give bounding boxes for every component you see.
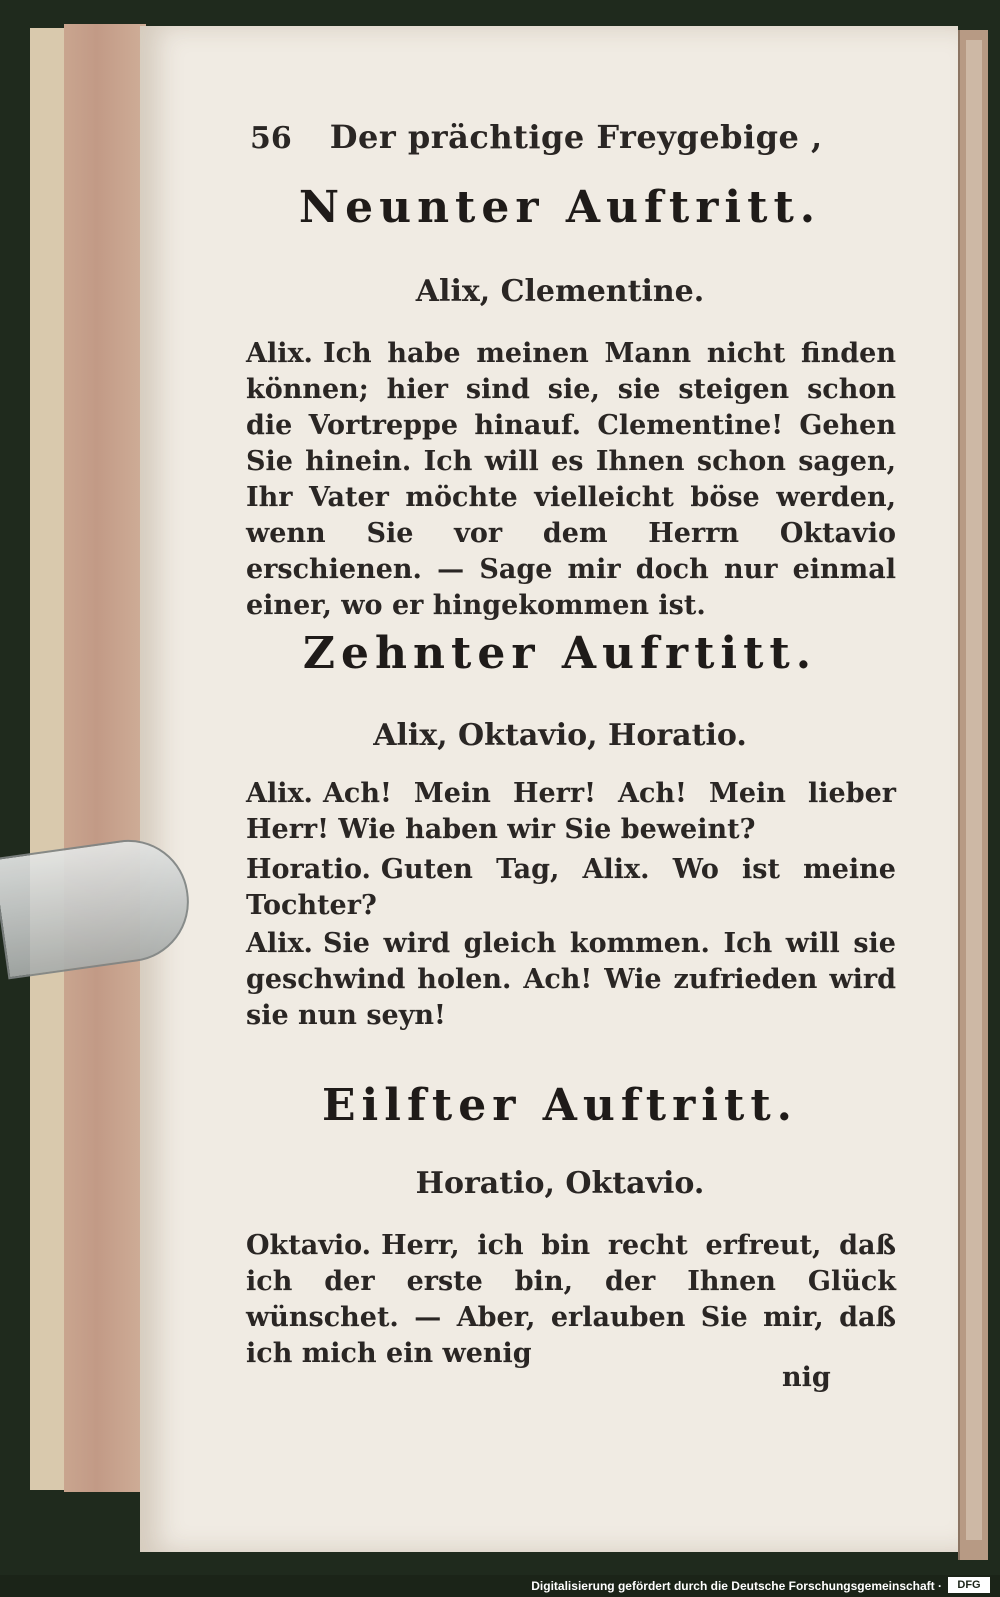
scene-title: Neunter Auftritt. [298,182,822,233]
dialogue-text: Herr, ich bin recht erfreut, daß ich der erste bin, der Ihnen Glück wünschet. — Aber, erlauben Sie mir, daß ich mich ein wenig [246,1230,896,1369]
running-head: Der prächtige Freygebige , [329,118,823,156]
scene-cast: Alix, Oktavio, Horatio. [373,718,747,753]
speaker-name: Oktavio. [246,1230,372,1261]
speaker-name: Alix. [246,338,313,369]
dialogue-paragraph [246,1228,896,1372]
dialogue-paragraph [246,852,896,924]
scene-title: Zehnter Aufrtitt. [302,628,818,679]
dialogue-text: Guten Tag, Alix. Wo ist meine Tochter? [246,854,896,921]
scene-cast: Horatio, Oktavio. [415,1166,705,1201]
dialogue-paragraph [246,336,896,624]
dialogue-paragraph [246,926,896,1034]
scene-title: Eilfter Auftritt. [322,1080,798,1131]
page-header [250,118,850,158]
right-page-edge-inner [966,40,982,1540]
dialogue-text: Ach! Mein Herr! Ach! Mein lieber Herr! Wie haben wir Sie beweint? [246,778,896,845]
scene-cast: Alix, Clementine. [415,274,705,309]
speaker-name: Alix. [246,928,313,959]
footer-credit: Digitalisierung gefördert durch die Deutsche Forschungsgemeinschaft · [531,1579,942,1593]
page-edges [64,24,146,1492]
page-number: 56 [250,121,292,156]
dialogue-text: Ich habe meinen Mann nicht finden können; hier sind sie, sie steigen schon die Vortreppe hinauf. Clementine! Gehen Sie hinein. Ich will es Ihnen schon sagen, Ihr Vater möchte vielleicht böse werden, wenn Sie vor dem Herrn Oktavio erschienen. — Sage mir doch nur einmal einer, wo er hingekommen ist. [246,338,896,621]
catchword: nig [782,1362,831,1393]
speaker-name: Horatio. [246,854,371,885]
speaker-name: Alix. [246,778,313,809]
dialogue-text: Sie wird gleich kommen. Ich will sie geschwind holen. Ach! Wie zufrieden wird sie nun seyn! [246,928,896,1031]
dfg-logo: DFG [948,1577,990,1593]
dialogue-paragraph [246,776,896,848]
